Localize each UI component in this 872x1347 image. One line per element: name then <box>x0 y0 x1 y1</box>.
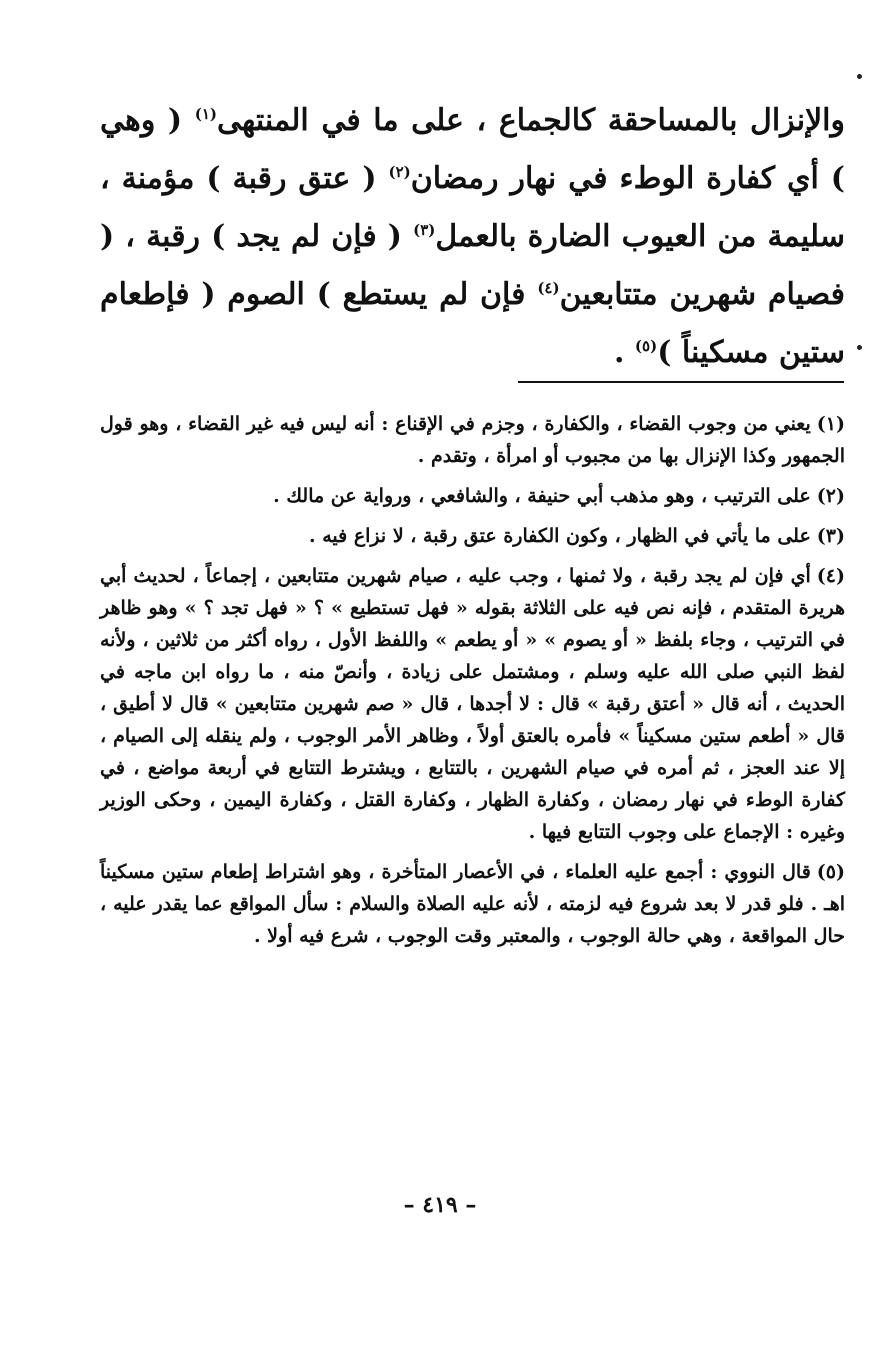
footnotes-section <box>100 408 845 960</box>
main-text-run: فإن لم يستطع ) الصوم ( فإطعام ستين مسكيناً ) <box>100 277 845 370</box>
footnote-2 <box>100 480 845 512</box>
main-paragraph <box>100 92 845 382</box>
footnote-5 <box>100 856 845 952</box>
main-text-run: والإنزال بالمساحقة كالجماع ، على ما في المنتهى <box>217 103 845 138</box>
footnote-reference: (٥) <box>634 337 658 355</box>
footnote-3 <box>100 520 845 552</box>
main-text <box>100 92 845 382</box>
footnote-number: (١) <box>816 413 845 435</box>
footnote-text: على ما يأتي في الظهار ، وكون الكفارة عتق رقبة ، لا نزاع فيه . <box>308 525 811 547</box>
footnote-text: يعني من وجوب القضاء ، والكفارة ، وجزم في الإقناع : أنه ليس فيه غير القضاء ، وهو قول الجمهور وكذا الإنزال بها من مجبوب أو امرأة ، وتقدم . <box>100 413 845 467</box>
footnote-reference: (٤) <box>537 279 560 297</box>
footnote-number: (٤) <box>816 565 845 587</box>
footnote-reference: (١) <box>194 105 217 123</box>
footnote-number: (٣) <box>816 525 845 547</box>
margin-mark-top <box>857 74 862 79</box>
margin-mark-middle <box>857 345 862 350</box>
footnote-4 <box>100 560 845 848</box>
footnote-text: قال النووي : أجمع عليه العلماء ، في الأعصار المتأخرة ، وهو اشتراط إطعام ستين مسكيناً اهـ . فلو قدر لا بعد شروع فيه لزمته ، لأنه عليه الصلاة والسلام : سأل المواقع عما يقدر عليه ، حال المواقعة ، وهي حالة الوجوب ، والمعتبر وقت الوجوب ، شرع فيه أولا . <box>100 861 845 947</box>
footnote-text: على الترتيب ، وهو مذهب أبي حنيفة ، والشافعي ، ورواية عن مالك . <box>273 485 811 507</box>
main-text-run: ( فإن لم يجد ) رقبة ، ( فصيام شهرين متتابعين <box>100 219 846 312</box>
footnote-text: أي فإن لم يجد رقبة ، ولا ثمنها ، وجب عليه ، صيام شهرين متتابعين ، إجماعاً ، لحديث أبي هريرة المتقدم ، فإنه نص فيه على الثلاثة بقوله « فهل تستطيع » ؟ « فهل تجد ؟ » وهو ظاهر في الترتيب ، وجاء بلفظ « أو يصوم » « أو يطعم » واللفظ الأول ، رواه أكثر من ثلاثين ، ولأنه لفظ النبي صلى الله عليه وسلم ، ومشتمل على زيادة ، وأنصّ منه ، ما رواه ابن ماجه في الحديث ، أنه قال « أعتق رقبة » قال : لا أجدها ، قال « صم شهرين متتابعين » قال لا أطيق ، قال « أطعم ستين مسكيناً » فأمره بالعتق أولاً ، وظاهر الأمر الوجوب ، ولم ينقله إلى الصيام ، إلا عند العجز ، ثم أمره في صيام الشهرين ، بالتتابع ، ويشترط التتابع في أربعة مواضع ، في كفارة الوطء في نهار رمضان ، وكفارة الظهار ، وكفارة القتل ، وكفارة اليمين ، وحكى الوزير وغيره : الإجماع على وجوب التتابع فيها . <box>100 565 845 843</box>
footnote-1 <box>100 408 845 472</box>
footnote-divider <box>518 381 844 383</box>
main-text-run: . <box>614 335 635 370</box>
page-number: – ٤١٩ – <box>403 1192 477 1218</box>
main-text-run: ( وهي ) أي كفارة الوطء في نهار رمضان <box>100 103 845 196</box>
footnote-number: (٢) <box>816 485 845 507</box>
footnote-reference: (٢) <box>388 163 411 181</box>
main-text-run: ( عتق رقبة ) مؤمنة ، سليمة من العيوب الضارة بالعمل <box>100 161 845 254</box>
footnote-reference: (٣) <box>413 221 436 239</box>
footnote-number: (٥) <box>816 861 845 883</box>
